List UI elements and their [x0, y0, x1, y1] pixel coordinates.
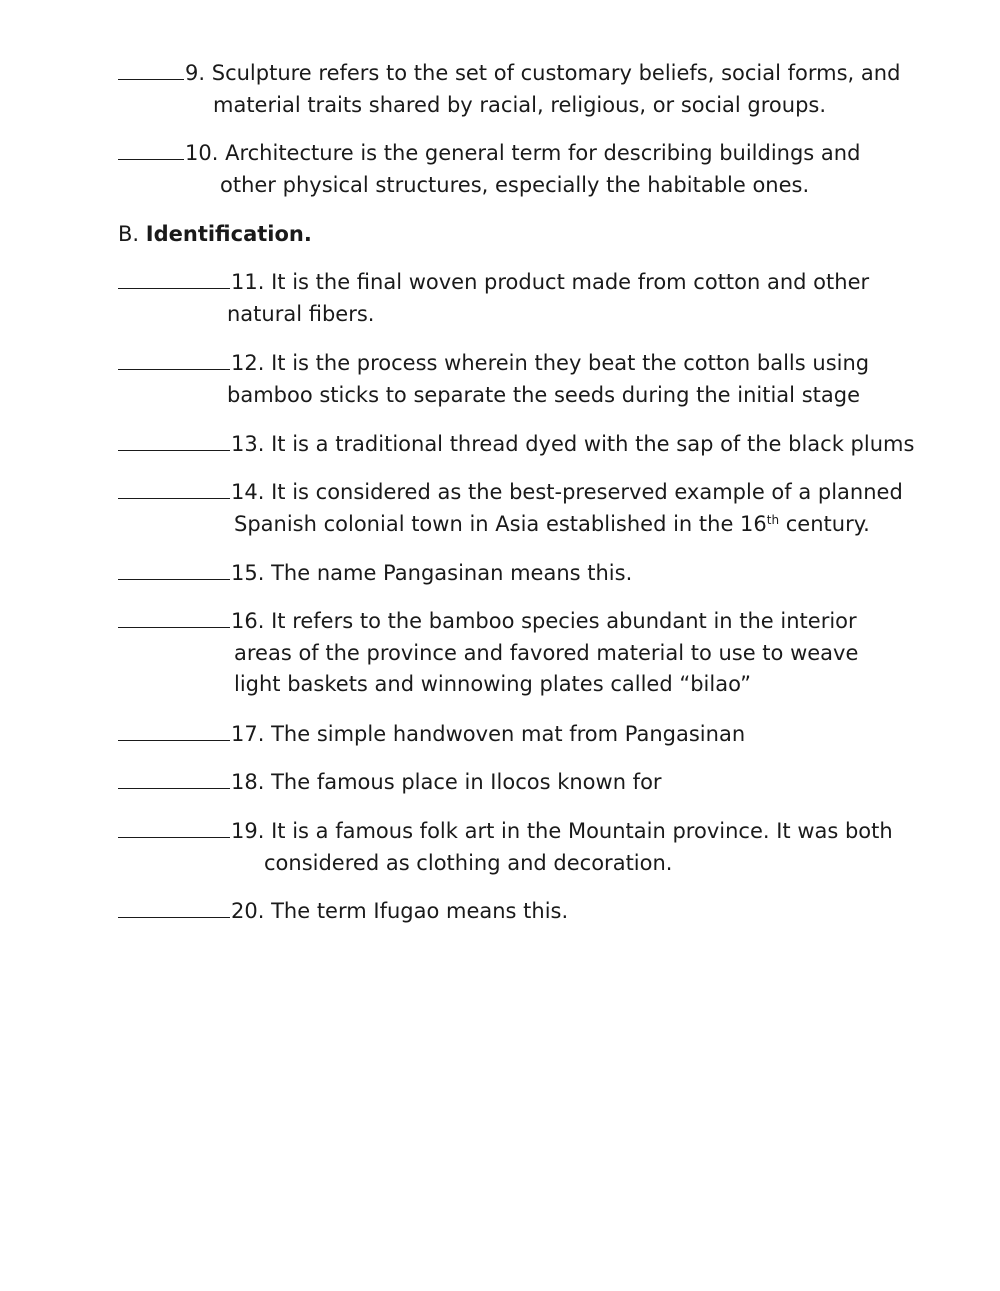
question-15: [118, 558, 960, 590]
question-number: 16.: [231, 609, 265, 633]
question-10-line-2: other physical structures, especially the habitable ones.: [220, 172, 810, 197]
question-11-line-1: [118, 267, 960, 299]
question-20-line-1: [118, 896, 960, 928]
question-number: 13.: [231, 432, 265, 456]
question-number: 12.: [231, 351, 265, 375]
question-text: It is the final woven product made from cotton and other: [271, 270, 870, 294]
question-16-line-1: [118, 606, 960, 638]
question-number: 20.: [231, 899, 265, 923]
question-17-line-1: [118, 719, 960, 751]
question-13: [118, 429, 960, 461]
question-number: 9.: [185, 61, 206, 85]
question-14-line-2: [118, 509, 960, 541]
answer-blank-13[interactable]: [118, 431, 230, 451]
question-12: [118, 348, 960, 411]
question-number: 15.: [231, 561, 265, 585]
answer-blank-19[interactable]: [118, 818, 230, 838]
question-13-line-1: [118, 429, 960, 461]
question-text: It refers to the bamboo species abundant in the interior: [271, 609, 857, 633]
question-number: 17.: [231, 722, 265, 746]
question-10-line-1: [118, 138, 960, 170]
question-text: It is a traditional thread dyed with the sap of the black plums: [271, 432, 915, 456]
question-16: [118, 606, 960, 701]
question-16-line-3: light baskets and winnowing plates called “bilao”: [234, 672, 752, 696]
question-19: [118, 816, 960, 879]
question-text: The simple handwoven mat from Pangasinan: [271, 722, 746, 746]
question-19-line-2: considered as clothing and decoration.: [264, 850, 673, 875]
question-text: It is a famous folk art in the Mountain province. It was both: [271, 819, 893, 843]
question-18-line-1: [118, 767, 960, 799]
ordinal-suffix: th: [766, 512, 780, 527]
question-number: 11.: [231, 270, 265, 294]
question-text: Spanish colonial town in Asia established in the 16: [234, 511, 767, 536]
question-19-line-1: [118, 816, 960, 848]
question-text: It is considered as the best-preserved example of a planned: [271, 480, 903, 504]
question-9-line-2: material traits shared by racial, religious, or social groups.: [213, 92, 827, 117]
question-text: Sculpture refers to the set of customary beliefs, social forms, and: [211, 61, 901, 85]
question-text: Architecture is the general term for describing buildings and: [225, 141, 861, 165]
question-text: The term Ifugao means this.: [271, 899, 569, 923]
question-text: century.: [785, 511, 870, 536]
question-18: [118, 767, 960, 799]
question-16-line-2: areas of the province and favored material to use to weave: [234, 640, 859, 665]
answer-blank-10[interactable]: [118, 140, 184, 160]
question-number: 10.: [185, 141, 219, 165]
answer-blank-16[interactable]: [118, 608, 230, 628]
question-text: It is the process wherein they beat the cotton balls using: [271, 351, 870, 375]
answer-blank-14[interactable]: [118, 479, 230, 499]
answer-blank-17[interactable]: [118, 721, 230, 741]
question-9-line-1: [118, 58, 960, 90]
question-20: [118, 896, 960, 928]
question-15-line-1: [118, 558, 960, 590]
question-11: [118, 267, 960, 330]
question-10: [118, 138, 960, 201]
section-b-heading: [118, 219, 312, 251]
answer-blank-15[interactable]: [118, 560, 230, 580]
question-text: The name Pangasinan means this.: [271, 561, 633, 585]
question-9: [118, 58, 960, 121]
answer-blank-9[interactable]: [118, 60, 184, 80]
question-number: 18.: [231, 770, 265, 794]
answer-blank-12[interactable]: [118, 350, 230, 370]
question-11-line-2: natural fibers.: [227, 301, 375, 326]
section-title: Identification.: [145, 222, 312, 246]
question-14-line-1: [118, 477, 960, 509]
question-17: [118, 719, 960, 751]
question-12-line-1: [118, 348, 960, 380]
question-number: 19.: [231, 819, 265, 843]
section-prefix: B.: [118, 222, 140, 246]
answer-blank-18[interactable]: [118, 769, 230, 789]
answer-blank-11[interactable]: [118, 269, 230, 289]
question-14: [118, 477, 960, 540]
question-number: 14.: [231, 480, 265, 504]
question-12-line-2: bamboo sticks to separate the seeds during the initial stage: [227, 382, 860, 407]
answer-blank-20[interactable]: [118, 898, 230, 918]
question-text: The famous place in Ilocos known for: [271, 770, 662, 794]
